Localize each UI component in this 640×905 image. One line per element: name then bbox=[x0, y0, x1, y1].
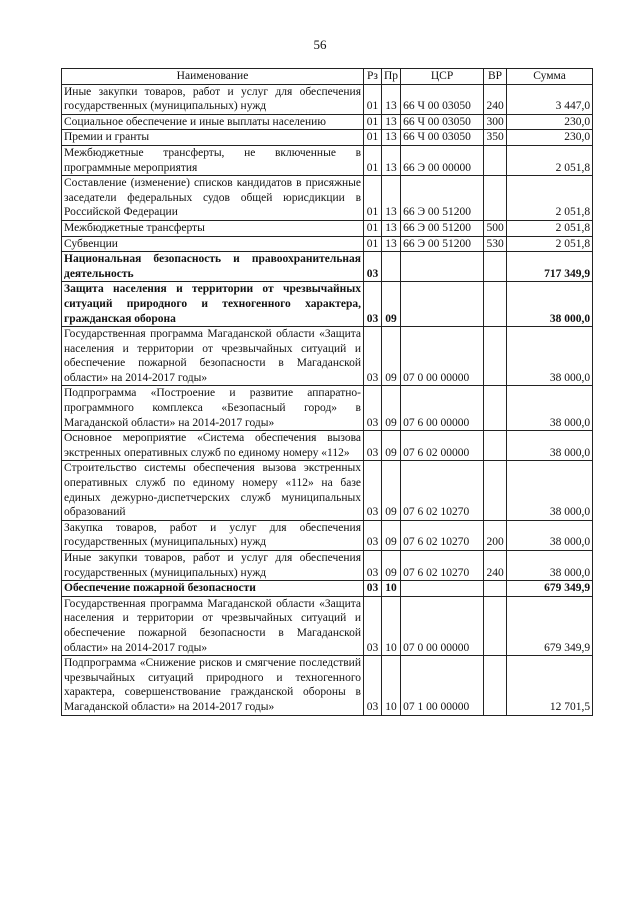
cell-sum: 12 701,5 bbox=[507, 656, 593, 715]
table-row bbox=[62, 327, 593, 386]
cell-csr: 07 6 02 10270 bbox=[401, 520, 484, 550]
table-row bbox=[62, 84, 593, 114]
cell-vr: 300 bbox=[484, 114, 507, 130]
cell-pr: 13 bbox=[382, 84, 401, 114]
cell-sum: 679 349,9 bbox=[507, 581, 593, 597]
cell-name: Закупка товаров, работ и услуг для обеспечения государственных (муниципальных) нужд bbox=[62, 520, 364, 550]
cell-sum: 38 000,0 bbox=[507, 386, 593, 431]
cell-vr bbox=[484, 176, 507, 221]
cell-csr: 66 Э 00 51200 bbox=[401, 236, 484, 252]
cell-rz: 03 bbox=[364, 386, 382, 431]
cell-rz: 03 bbox=[364, 461, 382, 520]
cell-name: Государственная программа Магаданской области «Защита населения и территории от чрезвычайных ситуаций и обеспечение пожарной безопасности в Магаданской области» на 2014-2017 годы» bbox=[62, 327, 364, 386]
cell-rz: 03 bbox=[364, 656, 382, 715]
cell-vr bbox=[484, 282, 507, 327]
cell-sum: 2 051,8 bbox=[507, 236, 593, 252]
cell-name: Основное мероприятие «Система обеспечения вызова экстренных оперативных служб по единому номеру «112» bbox=[62, 431, 364, 461]
cell-rz: 01 bbox=[364, 236, 382, 252]
table-row bbox=[62, 656, 593, 715]
cell-pr: 10 bbox=[382, 581, 401, 597]
cell-sum: 230,0 bbox=[507, 130, 593, 146]
cell-rz: 01 bbox=[364, 176, 382, 221]
cell-name: Иные закупки товаров, работ и услуг для обеспечения государственных (муниципальных) нужд bbox=[62, 84, 364, 114]
cell-csr: 07 6 00 00000 bbox=[401, 386, 484, 431]
table-row bbox=[62, 114, 593, 130]
cell-rz: 03 bbox=[364, 596, 382, 655]
cell-vr: 200 bbox=[484, 520, 507, 550]
table-header-row bbox=[62, 69, 593, 85]
cell-vr: 530 bbox=[484, 236, 507, 252]
cell-pr: 13 bbox=[382, 130, 401, 146]
page-number: 56 bbox=[313, 37, 327, 52]
cell-pr: 13 bbox=[382, 220, 401, 236]
table-body bbox=[62, 84, 593, 715]
cell-vr bbox=[484, 581, 507, 597]
cell-pr: 13 bbox=[382, 145, 401, 175]
table-row bbox=[62, 581, 593, 597]
table-row bbox=[62, 461, 593, 520]
cell-rz: 01 bbox=[364, 114, 382, 130]
cell-pr: 13 bbox=[382, 114, 401, 130]
cell-name: Защита населения и территории от чрезвычайных ситуаций природного и техногенного характера, гражданская оборона bbox=[62, 282, 364, 327]
cell-sum: 2 051,8 bbox=[507, 176, 593, 221]
cell-vr bbox=[484, 461, 507, 520]
table-row bbox=[62, 236, 593, 252]
cell-vr: 240 bbox=[484, 84, 507, 114]
cell-vr: 350 bbox=[484, 130, 507, 146]
cell-vr bbox=[484, 596, 507, 655]
cell-pr: 13 bbox=[382, 236, 401, 252]
cell-sum: 38 000,0 bbox=[507, 461, 593, 520]
cell-csr: 66 Ч 00 03050 bbox=[401, 114, 484, 130]
header-pr: Пр bbox=[382, 69, 401, 85]
cell-csr bbox=[401, 282, 484, 327]
header-csr: ЦСР bbox=[401, 69, 484, 85]
cell-pr: 13 bbox=[382, 176, 401, 221]
cell-name: Подпрограмма «Снижение рисков и смягчение последствий чрезвычайных ситуаций природного и техногенного характера, совершенствование гражданской обороны в Магаданской области» на 2014-2017 годы» bbox=[62, 656, 364, 715]
cell-csr: 66 Ч 00 03050 bbox=[401, 84, 484, 114]
cell-vr bbox=[484, 386, 507, 431]
cell-vr bbox=[484, 431, 507, 461]
table-row bbox=[62, 220, 593, 236]
cell-rz: 03 bbox=[364, 431, 382, 461]
budget-table bbox=[61, 68, 593, 716]
cell-rz: 03 bbox=[364, 252, 382, 282]
cell-pr: 09 bbox=[382, 431, 401, 461]
cell-csr bbox=[401, 581, 484, 597]
cell-pr: 09 bbox=[382, 520, 401, 550]
cell-pr: 09 bbox=[382, 551, 401, 581]
cell-vr bbox=[484, 327, 507, 386]
cell-pr: 09 bbox=[382, 327, 401, 386]
cell-csr: 07 1 00 00000 bbox=[401, 656, 484, 715]
cell-vr: 500 bbox=[484, 220, 507, 236]
cell-name: Государственная программа Магаданской области «Защита населения и территории от чрезвычайных ситуаций и обеспечение пожарной безопасности в Магаданской области» на 2014-2017 годы» bbox=[62, 596, 364, 655]
cell-rz: 03 bbox=[364, 581, 382, 597]
cell-csr: 07 0 00 00000 bbox=[401, 596, 484, 655]
cell-sum: 3 447,0 bbox=[507, 84, 593, 114]
table-row bbox=[62, 176, 593, 221]
cell-csr: 07 6 02 10270 bbox=[401, 461, 484, 520]
table-row bbox=[62, 282, 593, 327]
cell-rz: 01 bbox=[364, 220, 382, 236]
cell-sum: 679 349,9 bbox=[507, 596, 593, 655]
cell-pr: 10 bbox=[382, 656, 401, 715]
cell-pr bbox=[382, 252, 401, 282]
cell-sum: 38 000,0 bbox=[507, 520, 593, 550]
cell-sum: 2 051,8 bbox=[507, 145, 593, 175]
cell-name: Социальное обеспечение и иные выплаты населению bbox=[62, 114, 364, 130]
cell-vr bbox=[484, 656, 507, 715]
cell-sum: 230,0 bbox=[507, 114, 593, 130]
cell-name: Субвенции bbox=[62, 236, 364, 252]
header-vr: ВР bbox=[484, 69, 507, 85]
cell-csr: 66 Э 00 51200 bbox=[401, 176, 484, 221]
cell-vr: 240 bbox=[484, 551, 507, 581]
cell-vr bbox=[484, 252, 507, 282]
cell-pr: 09 bbox=[382, 282, 401, 327]
cell-rz: 03 bbox=[364, 282, 382, 327]
cell-name: Национальная безопасность и правоохранительная деятельность bbox=[62, 252, 364, 282]
table-row bbox=[62, 431, 593, 461]
table-row bbox=[62, 145, 593, 175]
table-row bbox=[62, 551, 593, 581]
cell-rz: 03 bbox=[364, 327, 382, 386]
cell-sum: 38 000,0 bbox=[507, 431, 593, 461]
cell-sum: 2 051,8 bbox=[507, 220, 593, 236]
table-row bbox=[62, 386, 593, 431]
cell-rz: 01 bbox=[364, 145, 382, 175]
table-row bbox=[62, 252, 593, 282]
cell-csr: 07 0 00 00000 bbox=[401, 327, 484, 386]
cell-csr: 07 6 02 10270 bbox=[401, 551, 484, 581]
cell-pr: 09 bbox=[382, 461, 401, 520]
header-name: Наименование bbox=[62, 69, 364, 85]
cell-pr: 09 bbox=[382, 386, 401, 431]
cell-rz: 03 bbox=[364, 520, 382, 550]
cell-name: Иные закупки товаров, работ и услуг для обеспечения государственных (муниципальных) нужд bbox=[62, 551, 364, 581]
cell-name: Подпрограмма «Построение и развитие аппаратно-программного комплекса «Безопасный город» в Магаданской области» на 2014-2017 годы» bbox=[62, 386, 364, 431]
cell-sum: 38 000,0 bbox=[507, 551, 593, 581]
header-rz: Рз bbox=[364, 69, 382, 85]
table-row bbox=[62, 130, 593, 146]
header-sum: Сумма bbox=[507, 69, 593, 85]
cell-name: Обеспечение пожарной безопасности bbox=[62, 581, 364, 597]
cell-name: Межбюджетные трансферты, не включенные в программные мероприятия bbox=[62, 145, 364, 175]
cell-sum: 717 349,9 bbox=[507, 252, 593, 282]
cell-vr bbox=[484, 145, 507, 175]
cell-sum: 38 000,0 bbox=[507, 327, 593, 386]
cell-name: Премии и гранты bbox=[62, 130, 364, 146]
cell-csr: 07 6 02 00000 bbox=[401, 431, 484, 461]
cell-rz: 01 bbox=[364, 84, 382, 114]
cell-csr: 66 Э 00 00000 bbox=[401, 145, 484, 175]
cell-name: Строительство системы обеспечения вызова экстренных оперативных служб по единому номеру «112» на базе единых дежурно-диспетчерских служб муниципальных образований bbox=[62, 461, 364, 520]
cell-csr: 66 Э 00 51200 bbox=[401, 220, 484, 236]
cell-rz: 01 bbox=[364, 130, 382, 146]
table-row bbox=[62, 520, 593, 550]
cell-csr bbox=[401, 252, 484, 282]
cell-name: Составление (изменение) списков кандидатов в присяжные заседатели федеральных судов общей юрисдикции в Российской Федерации bbox=[62, 176, 364, 221]
cell-rz: 03 bbox=[364, 551, 382, 581]
cell-pr: 10 bbox=[382, 596, 401, 655]
table-row bbox=[62, 596, 593, 655]
cell-sum: 38 000,0 bbox=[507, 282, 593, 327]
cell-csr: 66 Ч 00 03050 bbox=[401, 130, 484, 146]
cell-name: Межбюджетные трансферты bbox=[62, 220, 364, 236]
